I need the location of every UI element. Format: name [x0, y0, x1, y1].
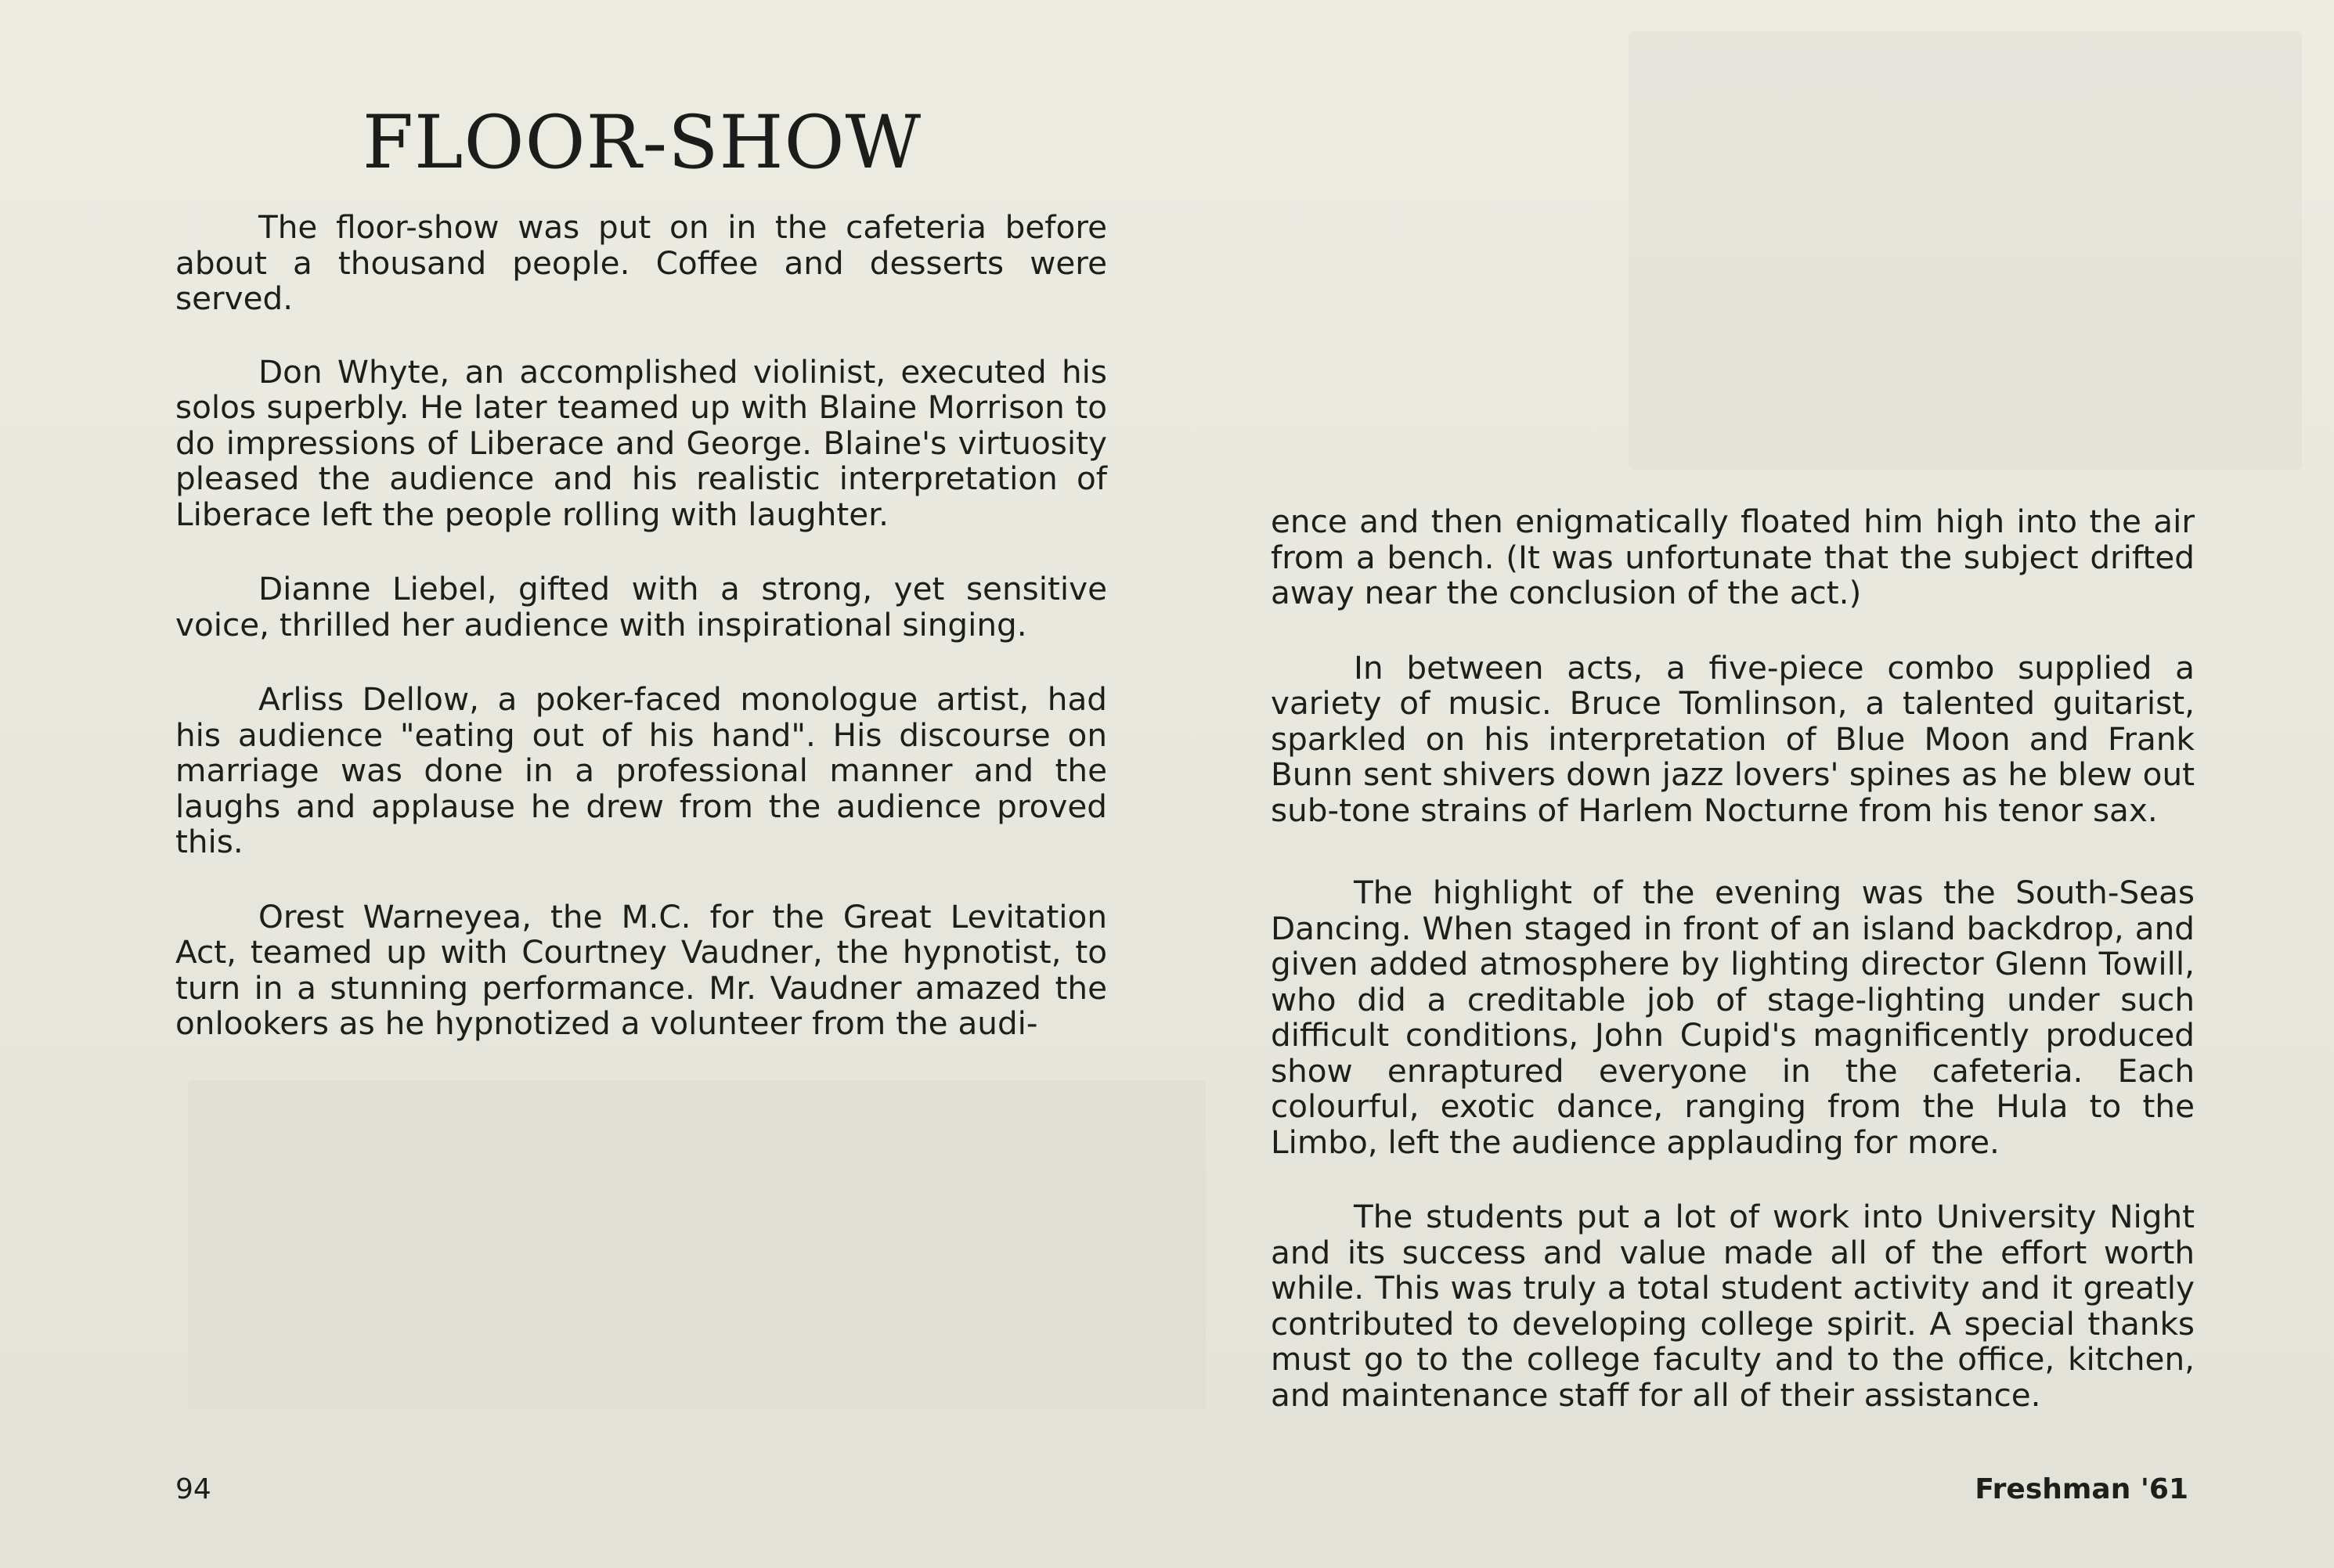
page-number: 94 — [175, 1473, 211, 1505]
show-through-shade — [1629, 31, 2302, 470]
page-title: FLOOR-SHOW — [362, 100, 922, 186]
left-column — [175, 210, 1107, 1042]
paragraph: Arliss Dellow, a poker-faced monologue artist, had his audience "eating out of his hand". His discourse on marriage was done in a professional manner and the laughs and applause he drew from the audience proved this. — [175, 680, 1107, 860]
paragraph: The highlight of the evening was the South-Seas Dancing. When staged in front of an island backdrop, and given added atmosphere by lighting director Glenn Towill, who did a creditable job of stage-lighting under such difficult conditions, John Cupid's magnificently produced show enraptured everyone in the cafeteria. Each colourful, exotic dance, ranging from the Hula to the Limbo, left the audience applauding for more. — [1271, 874, 2195, 1161]
paragraph: Don Whyte, an accomplished violinist, executed his solos superbly. He later teamed up with Blaine Morrison to do impressions of Liberace and George. Blaine's virtuosity pleased the audience and his realistic interpretation of Liberace left the people rolling with laughter. — [175, 352, 1107, 533]
paragraph: The floor-show was put on in the cafeteria before about a thousand people. Coffee and desserts were served. — [175, 208, 1107, 317]
paragraph: Dianne Liebel, gifted with a strong, yet sensitive voice, thrilled her audience with inspirational singing. — [175, 570, 1107, 643]
show-through-shade — [188, 1080, 1206, 1409]
paragraph: ence and then enigmatically floated him high into the air from a bench. (It was unfortunate that the subject drifted away near the conclusion of the act.) — [1271, 503, 2195, 611]
paragraph: The students put a lot of work into University Night and its success and value made all of the effort worth while. This was truly a total student activity and it greatly contributed to developing college spirit. A special thanks must go to the college faculty and to the office, kitchen, and maintenance staff for all of their assistance. — [1271, 1198, 2195, 1414]
paragraph: Orest Warneyea, the M.C. for the Great Levitation Act, teamed up with Courtney Vaudner, the hypnotist, to turn in a stunning performance. Mr. Vaudner amazed the onlookers as he hypnotized a volunteer from the audi- — [175, 897, 1107, 1042]
publication-label: Freshman '61 — [1975, 1473, 2188, 1505]
paragraph: In between acts, a five-piece combo supplied a variety of music. Bruce Tomlinson, a talented guitarist, sparkled on his interpretation of Blue Moon and Frank Bunn sent shivers down jazz lovers' spines as he blew out sub-tone strains of Harlem Nocturne from his tenor sax. — [1271, 648, 2195, 829]
right-column — [1271, 504, 2195, 1413]
